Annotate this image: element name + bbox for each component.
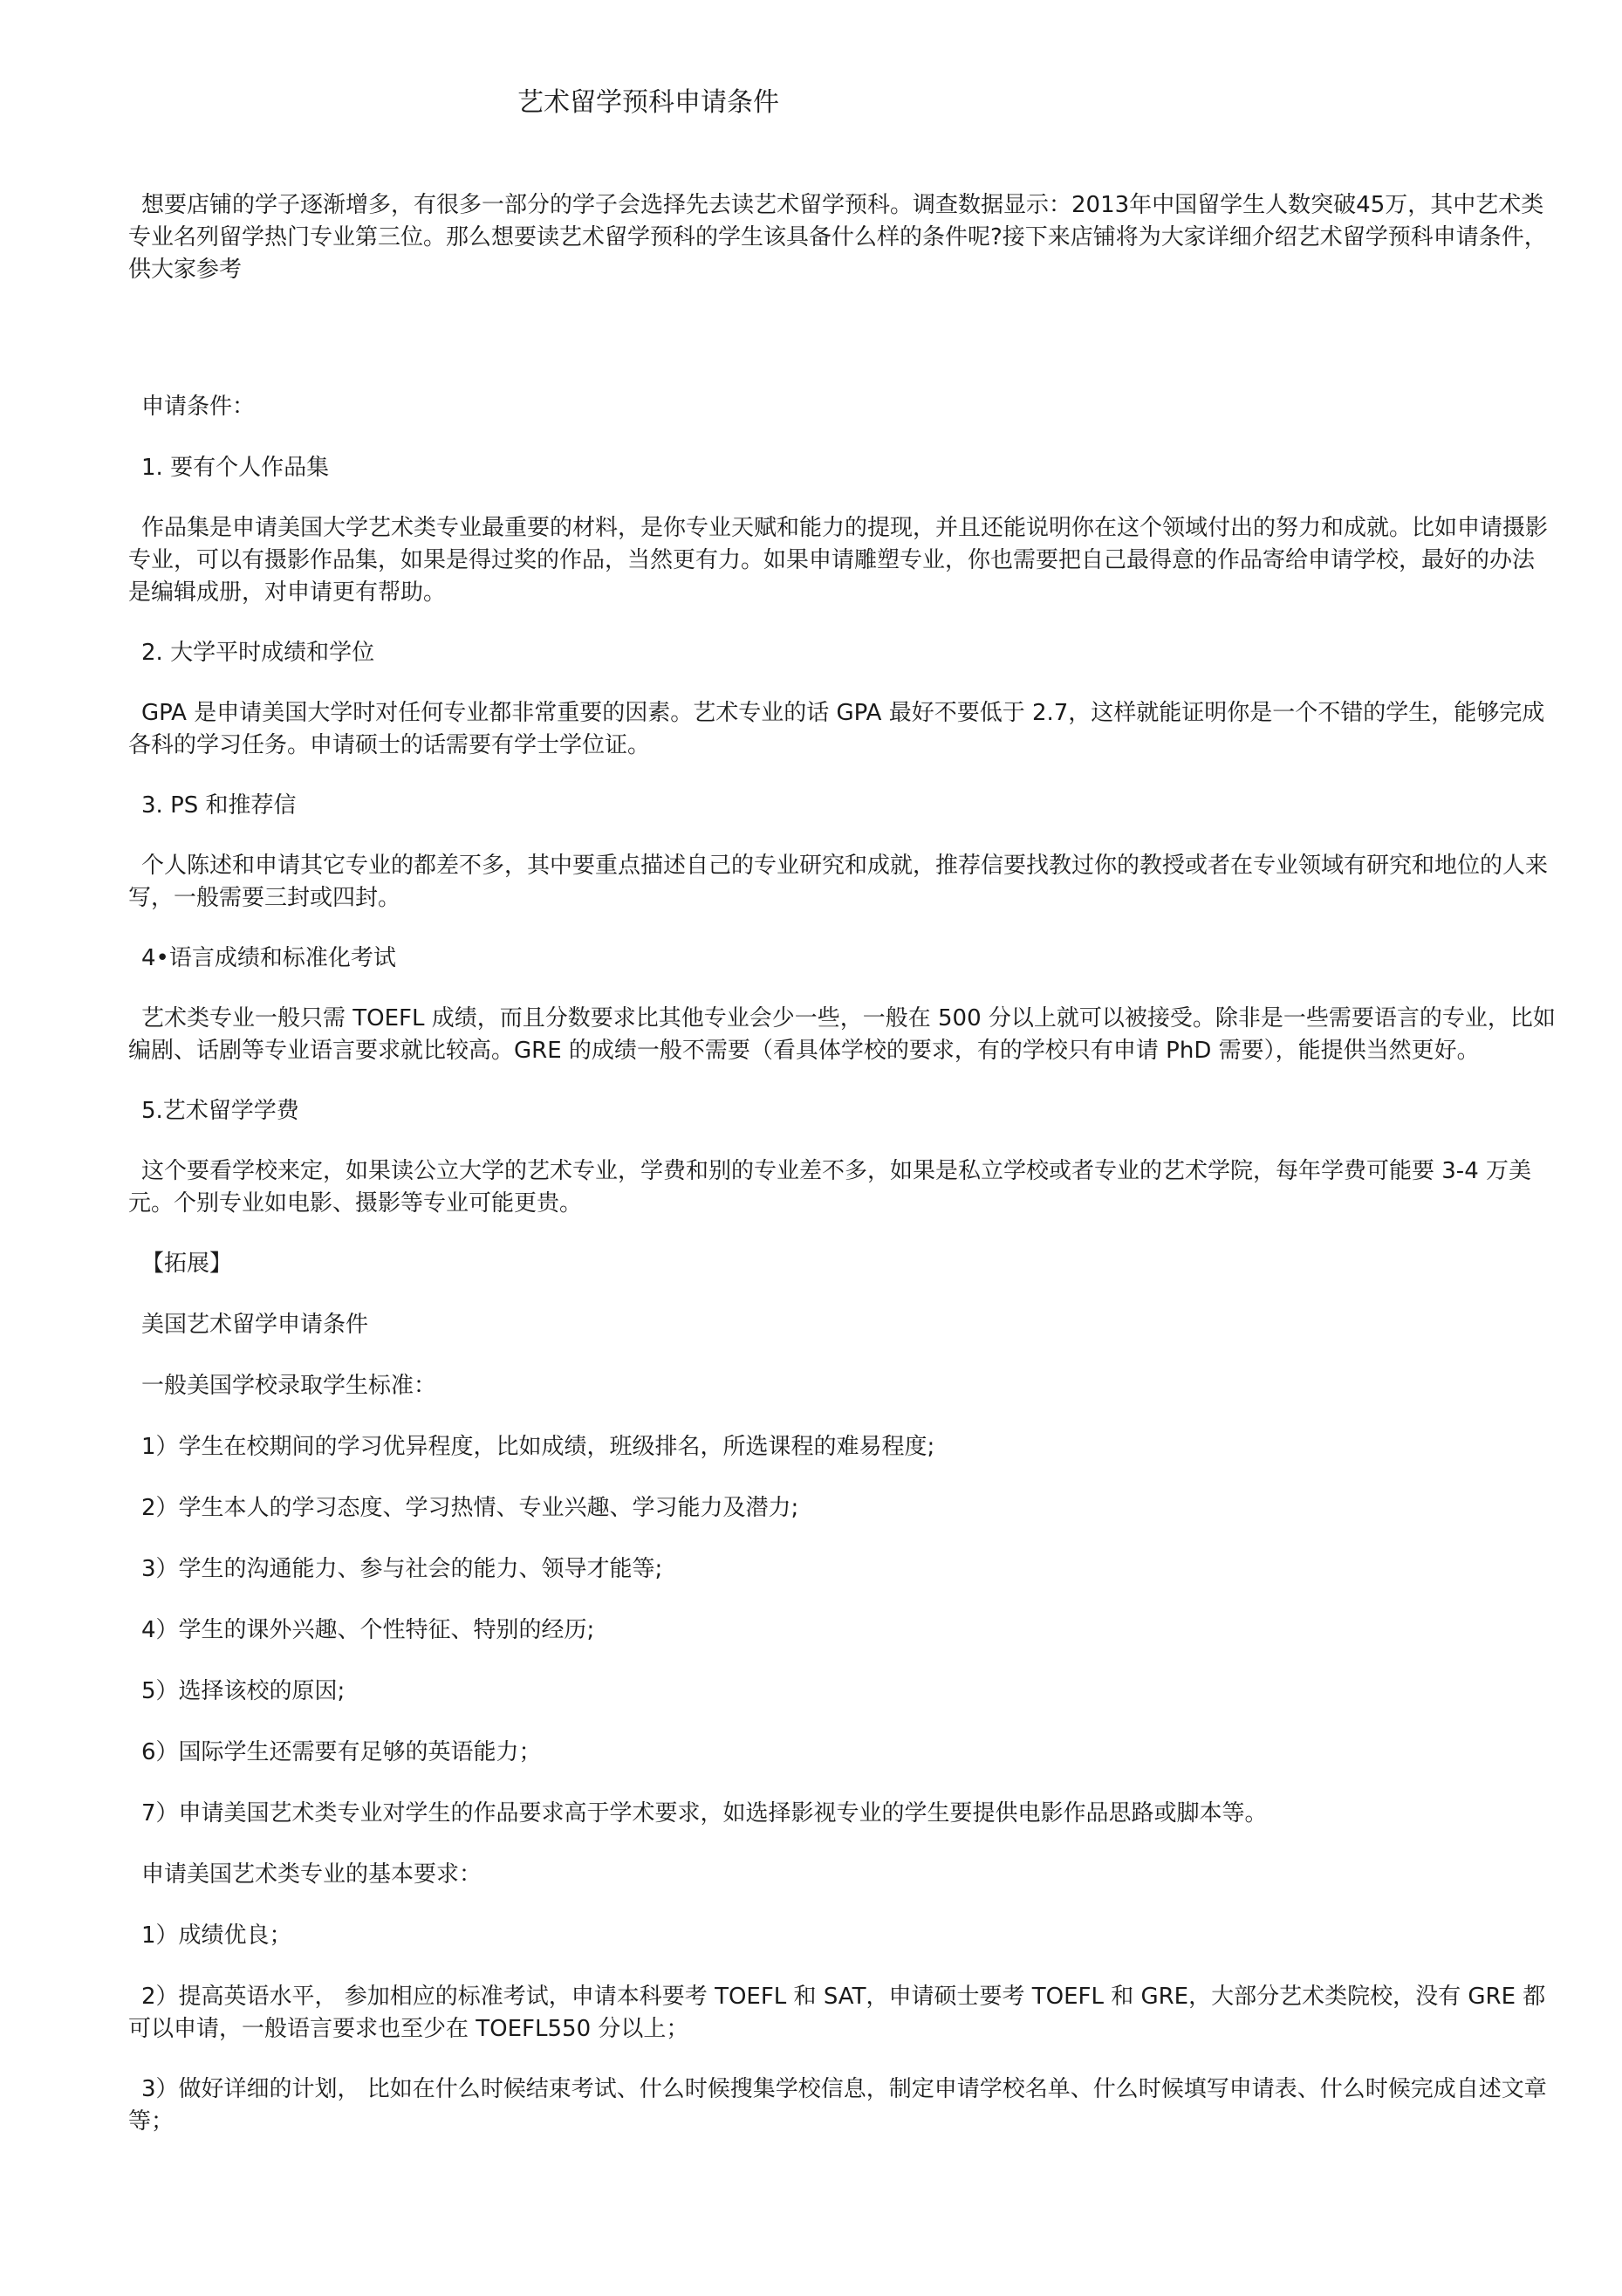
basic-requirement-item: 2）提高英语水平， 参加相应的标准考试，申请本科要考 TOEFL 和 SAT，申请硕士要考 TOEFL 和 GRE，大部分艺术类院校，没有 GRE 都可以申请，一般语言要求也至少在 TOEFL550 分以上； — [128, 1984, 1546, 2042]
document-title: 艺术留学预科申请条件 — [517, 87, 779, 118]
standard-item: 3）学生的沟通能力、参与社会的能力、领导才能等; — [141, 1556, 663, 1582]
intro-paragraph: 想要店铺的学子逐渐增多，有很多一部分的学子会选择先去读艺术留学预科。调查数据显示：2013年中国留学生人数突破45万，其中艺术类专业名列留学热门专业第三位。那么想要读艺术留学预科的学生该具备什么样的条件呢?接下来店铺将为大家详细介绍艺术留学预科申请条件，供大家参考 — [128, 192, 1547, 283]
standard-item: 2）学生本人的学习态度、学习热情、专业兴趣、学习能力及潜力; — [141, 1495, 799, 1521]
admission-standard-heading: 一般美国学校录取学生标准： — [141, 1373, 437, 1399]
us-conditions-heading: 美国艺术留学申请条件 — [141, 1312, 369, 1338]
condition-3-heading: 3. PS 和推荐信 — [141, 792, 297, 819]
condition-4-heading: 4•语言成绩和标准化考试 — [141, 945, 396, 971]
extension-heading: 【拓展】 — [141, 1251, 233, 1277]
condition-2-heading: 2. 大学平时成绩和学位 — [141, 640, 375, 666]
document-body — [128, 189, 1557, 2138]
condition-1-paragraph: 作品集是申请美国大学艺术类专业最重要的材料，是你专业天赋和能力的提现，并且还能说明你在这个领域付出的努力和成就。比如申请摄影专业，可以有摄影作品集，如果是得过奖的作品，当然更有力。如果申请雕塑专业，你也需要把自己最得意的作品寄给申请学校，最好的办法是编辑成册，对申请更有帮助。 — [128, 515, 1549, 606]
condition-5-paragraph: 这个要看学校来定，如果读公立大学的艺术专业，学费和别的专业差不多，如果是私立学校或者专业的艺术学院，每年学费可能要 3-4 万美元。个别专业如电影、摄影等专业可能更贵。 — [128, 1158, 1531, 1217]
standard-item: 6）国际学生还需要有足够的英语能力； — [141, 1739, 542, 1765]
basic-requirement-item: 1）成绩优良； — [141, 1922, 292, 1949]
condition-3-paragraph: 个人陈述和申请其它专业的都差不多，其中要重点描述自己的专业研究和成就，推荐信要找教过你的教授或者在专业领域有研究和地位的人来写，一般需要三封或四封。 — [128, 853, 1549, 911]
condition-1-heading: 1. 要有个人作品集 — [141, 455, 330, 481]
standard-item: 1）学生在校期间的学习优异程度，比如成绩，班级排名，所选课程的难易程度; — [141, 1434, 935, 1460]
basic-requirement-item: 3）做好详细的计划， 比如在什么时候结束考试、什么时候搜集学校信息，制定申请学校名单、什么时候填写申请表、什么时候完成自述文章等； — [128, 2076, 1547, 2135]
condition-5-heading: 5.艺术留学学费 — [141, 1098, 299, 1124]
condition-4-paragraph: 艺术类专业一般只需 TOEFL 成绩，而且分数要求比其他专业会少一些，一般在 500 分以上就可以被接受。除非是一些需要语言的专业，比如编剧、话剧等专业语言要求就比较高。GRE 的成绩一般不需要（看具体学校的要求，有的学校只有申请 PhD 需要），能提供当然更好。 — [128, 1005, 1556, 1064]
standard-item: 4）学生的课外兴趣、个性特征、特别的经历; — [141, 1617, 595, 1643]
standard-item: 5）选择该校的原因; — [141, 1678, 346, 1704]
condition-2-paragraph: GPA 是申请美国大学时对任何专业都非常重要的因素。艺术专业的话 GPA 最好不要低于 2.7，这样就能证明你是一个不错的学生，能够完成各科的学习任务。申请硕士的话需要有学士学位证。 — [128, 700, 1545, 758]
conditions-heading: 申请条件： — [141, 394, 256, 420]
basic-requirements-heading: 申请美国艺术类专业的基本要求： — [141, 1861, 482, 1888]
standard-item: 7）申请美国艺术类专业对学生的作品要求高于学术要求，如选择影视专业的学生要提供电影作品思路或脚本等。 — [141, 1800, 1268, 1827]
